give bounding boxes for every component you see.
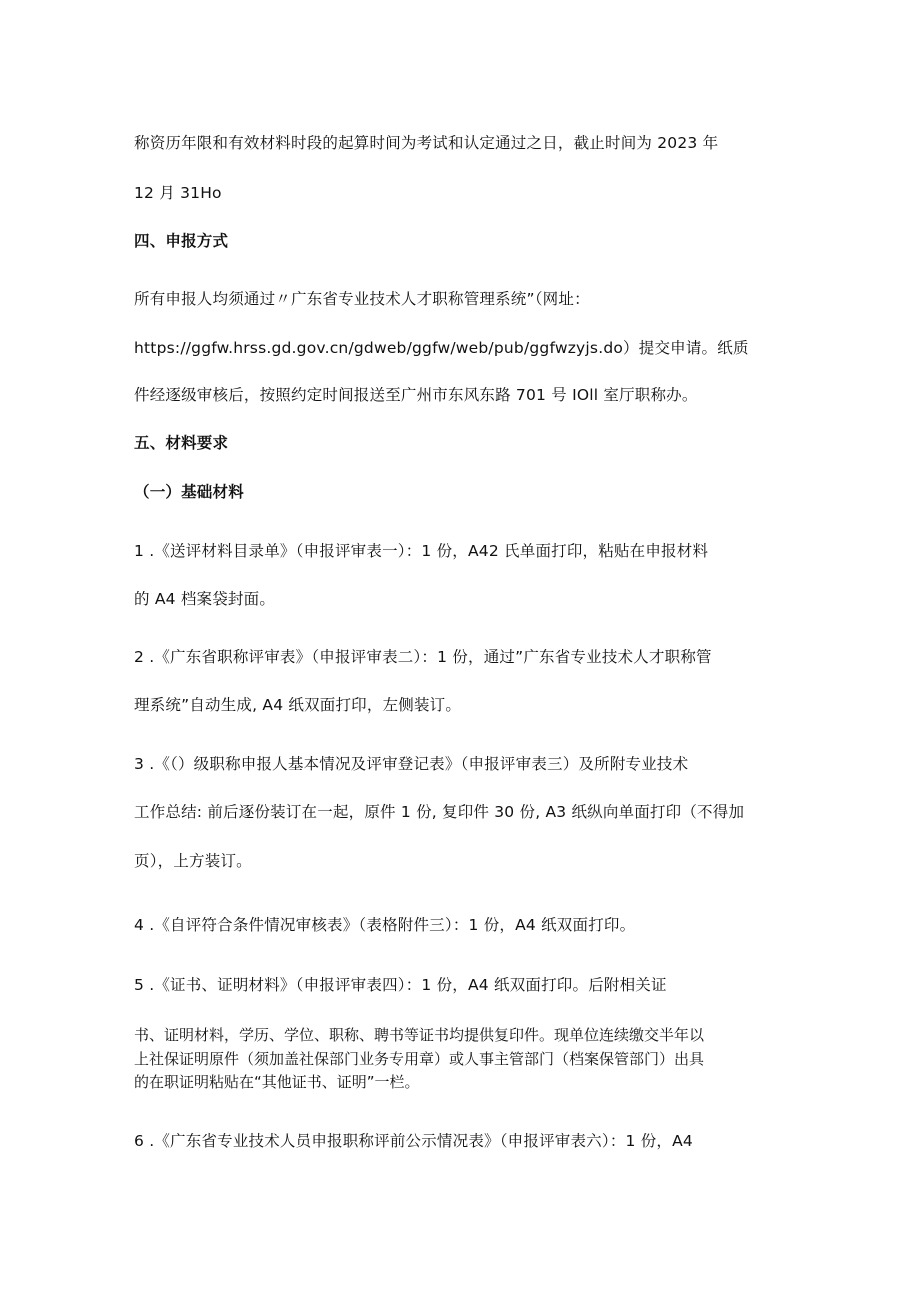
list-item-line: 的在职证明粘贴在“其他证书、证明”一栏。 <box>134 1073 420 1091</box>
subsection-heading-basic-materials: （一）基础材料 <box>134 483 244 501</box>
list-item-line: 3 .《（）级职称申报人基本情况及评审登记表》（申报评审表三）及所附专业技术 <box>134 755 689 773</box>
list-item-line: 1 .《送评材料目录单》（申报评审表一）：1 份，A42 氏单面打印，粘贴在申报材料 <box>134 542 709 560</box>
list-item-line: 工作总结: 前后逐份装订在一起，原件 1 份, 复印件 30 份, A3 纸纵向单面打印（不得加 <box>134 803 745 821</box>
paragraph-line-url: https://ggfw.hrss.gd.gov.cn/gdweb/ggfw/web/pub/ggfwzyjs.do）提交申请。纸质 <box>134 339 749 357</box>
list-item-line: 理系统”自动生成, A4 纸双面打印，左侧装订。 <box>134 696 462 714</box>
section-heading-submission-method: 四、申报方式 <box>134 232 229 250</box>
section-heading-material-requirements: 五、材料要求 <box>134 434 229 452</box>
paragraph-line: 件经逐级审核后，按照约定时间报送至广州市东风东路 701 号 IOll 室厅职称办。 <box>134 386 698 404</box>
list-item-line: 页），上方装订。 <box>134 852 252 870</box>
list-item-line: 5 .《证书、证明材料》（申报评审表四）：1 份，A4 纸双面打印。后附相关证 <box>134 976 667 994</box>
list-item-line: 的 A4 档案袋封面。 <box>134 590 276 608</box>
list-item-line: 2 .《广东省职称评审表》（申报评审表二）：1 份，通过”广东省专业技术人才职称管 <box>134 648 712 666</box>
list-item-line: 书、证明材料，学历、学位、职称、聘书等证书均提供复印件。现单位连续缴交半年以 <box>134 1026 705 1044</box>
paragraph-line: 称资历年限和有效材料时段的起算时间为考试和认定通过之日，截止时间为 2023 年 <box>134 134 719 152</box>
paragraph-line: 12 月 31Ho <box>134 184 222 202</box>
paragraph-line: 所有申报人均须通过〃广东省专业技术人才职称管理系统”（网址： <box>134 290 590 308</box>
list-item-line: 上社保证明原件（须加盖社保部门业务专用章）或人事主管部门（档案保管部门）出具 <box>134 1050 705 1068</box>
list-item-line: 4 .《自评符合条件情况审核表》（表格附件三）：1 份，A4 纸双面打印。 <box>134 916 636 934</box>
list-item-line: 6 .《广东省专业技术人员申报职称评前公示情况表》（申报评审表六）：1 份，A4 <box>134 1132 693 1150</box>
